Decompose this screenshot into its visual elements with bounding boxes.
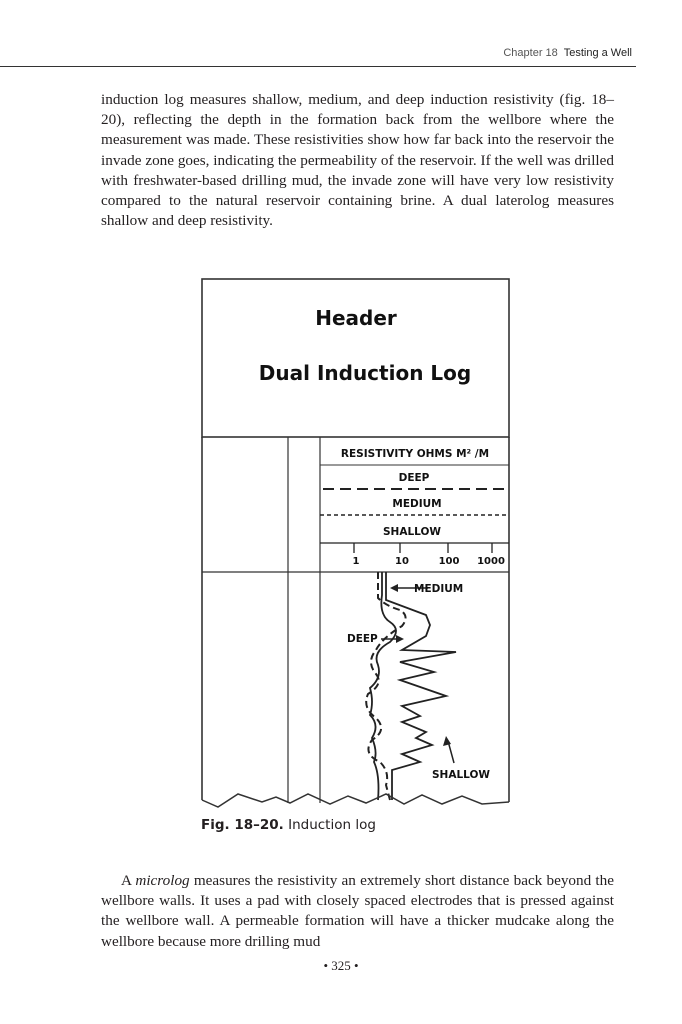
running-head-chapter: Chapter 18 <box>503 47 558 59</box>
shallow-curve-label: SHALLOW <box>432 769 490 781</box>
scale-label-1: 1 <box>352 556 360 567</box>
legend-deep-label: DEEP <box>398 472 430 484</box>
deep-arrow-head <box>396 635 404 643</box>
shallow-curve <box>386 572 456 800</box>
scale-label-1000: 1000 <box>477 556 505 567</box>
header-title: Dual Induction Log <box>258 361 472 385</box>
induction-log-diagram <box>190 270 520 815</box>
microlog-term: microlog <box>135 872 190 889</box>
running-head <box>503 47 632 59</box>
deep-curve-label: DEEP <box>347 633 378 645</box>
caption-number: Fig. 18–20. <box>201 817 284 833</box>
microlog-lead: A <box>121 872 136 889</box>
microlog-body: measures the resistivity an extremely short distance back beyond the wellbore walls. It uses a pad with closely spaced electrodes that is pressed against the wellbore wall. A permeable formation will have a thicker mudcake along the wellbore because more drilling mud <box>101 872 614 950</box>
torn-edge <box>202 794 509 807</box>
header-rule <box>0 66 636 67</box>
page-number: • 325 • <box>323 958 359 973</box>
paragraph-microlog <box>101 871 614 952</box>
caption-text: Induction log <box>288 817 376 833</box>
resistivity-label: RESISTIVITY OHMS M² /M <box>340 448 490 460</box>
shallow-arrow-head <box>443 736 451 746</box>
header-label: Header <box>315 306 397 330</box>
medium-arrow-head <box>390 584 398 592</box>
figure-induction-log <box>190 270 520 815</box>
running-head-section: Testing a Well <box>563 47 632 59</box>
figure-caption <box>201 817 376 833</box>
legend-shallow-label: SHALLOW <box>383 526 441 538</box>
scale-label-100: 100 <box>438 556 460 567</box>
header-box <box>202 279 509 437</box>
medium-curve-label: MEDIUM <box>414 583 464 595</box>
legend-medium-label: MEDIUM <box>392 498 442 510</box>
paragraph-induction-log: induction log measures shallow, medium, and deep induction resistivity (fig. 18–20), reflecting the depth in the formation back from the wellbore where the measurement was made. These resistivities show how far back into the reservoir the invade zone goes, indicating the permeability of the reservoir. If the well was drilled with freshwater-based drilling mud, the invade zone will have very low resistivity compared to the natural reservoir containing brine. A dual laterolog measures shallow and deep resistivity. <box>101 91 614 230</box>
scale-label-10: 10 <box>395 556 409 567</box>
